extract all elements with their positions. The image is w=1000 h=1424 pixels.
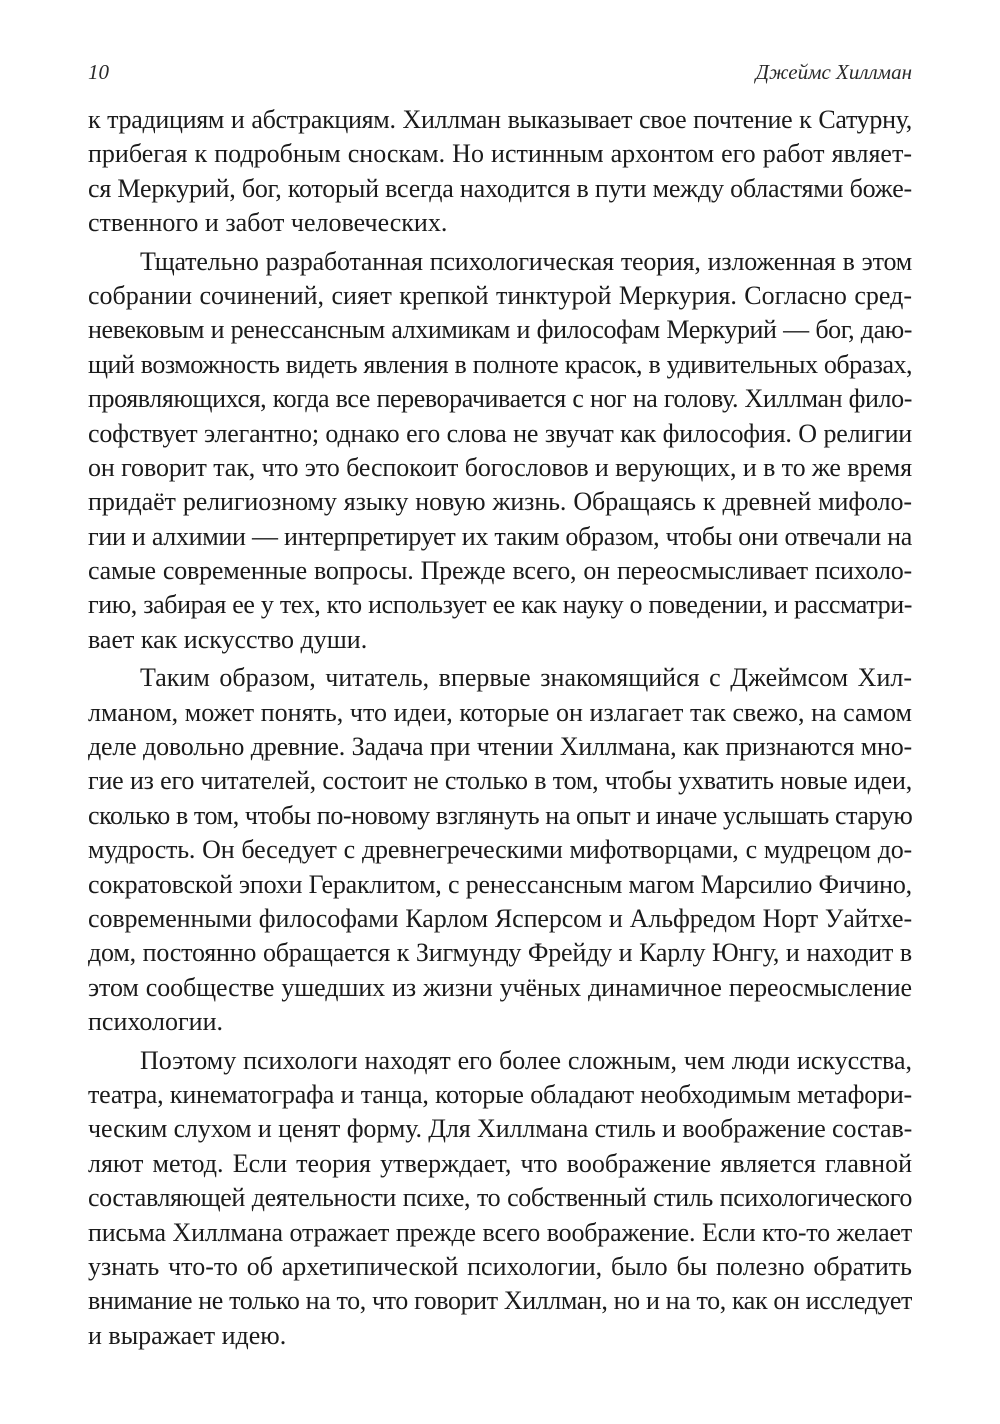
text-line: психологии. — [88, 1007, 224, 1037]
text-line: Таким образом, читатель, впервые знакомящийся с Джеймсом Хил- — [140, 663, 912, 693]
body-text — [88, 103, 912, 1353]
text-line: самые современные вопросы. Прежде всего, он переосмысливает психоло- — [88, 556, 912, 586]
text-line: составляющей деятельности психе, то собственный стиль психологического — [88, 1183, 912, 1213]
text-line: гие из его читателей, состоит не столько в том, чтобы ухватить новые идеи, — [88, 766, 912, 796]
text-line: ственного и забот человеческих. — [88, 208, 448, 238]
text-line: ляют метод. Если теория утверждает, что воображение является главной — [88, 1148, 912, 1178]
text-line: к традициям и абстракциям. Хиллман выказывает свое почтение к Сатурну, — [88, 105, 912, 134]
text-line: придаёт религиозному языку новую жизнь. Обращаясь к древней мифоло- — [88, 487, 912, 517]
text-line: мудрость. Он беседует с древнегреческими мифотворцами, с мудрецом до- — [88, 835, 912, 865]
text-line: вает как искусство души. — [88, 624, 368, 654]
text-line: собрании сочинений, сияет крепкой тинктурой Меркурия. Согласно сред- — [88, 280, 912, 310]
paragraph — [88, 103, 912, 241]
text-line: щий возможность видеть явления в полноте красок, в удивительных образах, — [88, 349, 912, 379]
running-head — [88, 60, 912, 88]
text-line: прибегая к подробным сноскам. Но истинным архонтом его работ являет- — [88, 139, 912, 169]
text-line: узнать что-то об архетипической психологии, было бы полезно обратить — [88, 1251, 912, 1281]
text-line: дом, постоянно обращается к Зигмунду Фрейду и Карлу Юнгу, и находит в — [88, 938, 912, 968]
text-line: он говорит так, что это беспокоит богословов и верующих, и в то же время — [88, 452, 912, 482]
text-line: сократовской эпохи Гераклитом, с ренессансным магом Марсилио Фичино, — [88, 869, 912, 899]
text-line: невековым и ренессансным алхимикам и философам Меркурий — бог, даю- — [88, 315, 912, 345]
running-title: Джеймс Хиллман — [755, 60, 912, 84]
text-line: ческим слухом и ценят форму. Для Хиллмана стиль и воображение состав- — [88, 1114, 913, 1144]
text-line: ся Меркурий, бог, который всегда находится в пути между областями боже- — [88, 173, 912, 203]
text-line: этом сообществе ушедших из жизни учёных динамичное переосмысление — [88, 972, 912, 1002]
text-line: Поэтому психологи находят его более сложным, чем люди искусства, — [140, 1045, 912, 1075]
paragraph — [88, 661, 912, 1039]
text-line: лманом, может понять, что идеи, которые он излагает так свежо, на самом — [88, 697, 912, 727]
text-line: письма Хиллмана отражает прежде всего воображение. Если кто-то желает — [88, 1217, 912, 1247]
text-line: софствует элегантно; однако его слова не звучат как философия. О религии — [88, 418, 912, 448]
text-line: деле довольно древние. Задача при чтении Хиллмана, как признаются мно- — [88, 732, 912, 762]
text-line: Тщательно разработанная психологическая теория, изложенная в этом — [140, 246, 912, 276]
text-line: внимание не только на то, что говорит Хиллман, но и на то, как он исследует — [88, 1286, 912, 1316]
paragraph — [88, 245, 912, 658]
page-number: 10 — [88, 60, 109, 84]
text-line: театра, кинематографа и танца, которые обладают необходимым метафори- — [88, 1079, 912, 1109]
text-line: гии и алхимии — интерпретирует их таким образом, чтобы они отвечали на — [88, 521, 912, 551]
text-line: сколько в том, чтобы по-новому взглянуть на опыт и иначе услышать старую — [88, 800, 913, 830]
text-line: и выражает идею. — [88, 1320, 287, 1350]
text-line: гию, забирая ее у тех, кто использует ее как науку о поведении, и рассматри- — [88, 590, 912, 620]
paragraph — [88, 1044, 912, 1354]
text-line: современными философами Карлом Ясперсом и Альфредом Норт Уайтхе- — [88, 903, 912, 933]
text-line: проявляющихся, когда все переворачивается с ног на голову. Хиллман фило- — [88, 384, 912, 414]
